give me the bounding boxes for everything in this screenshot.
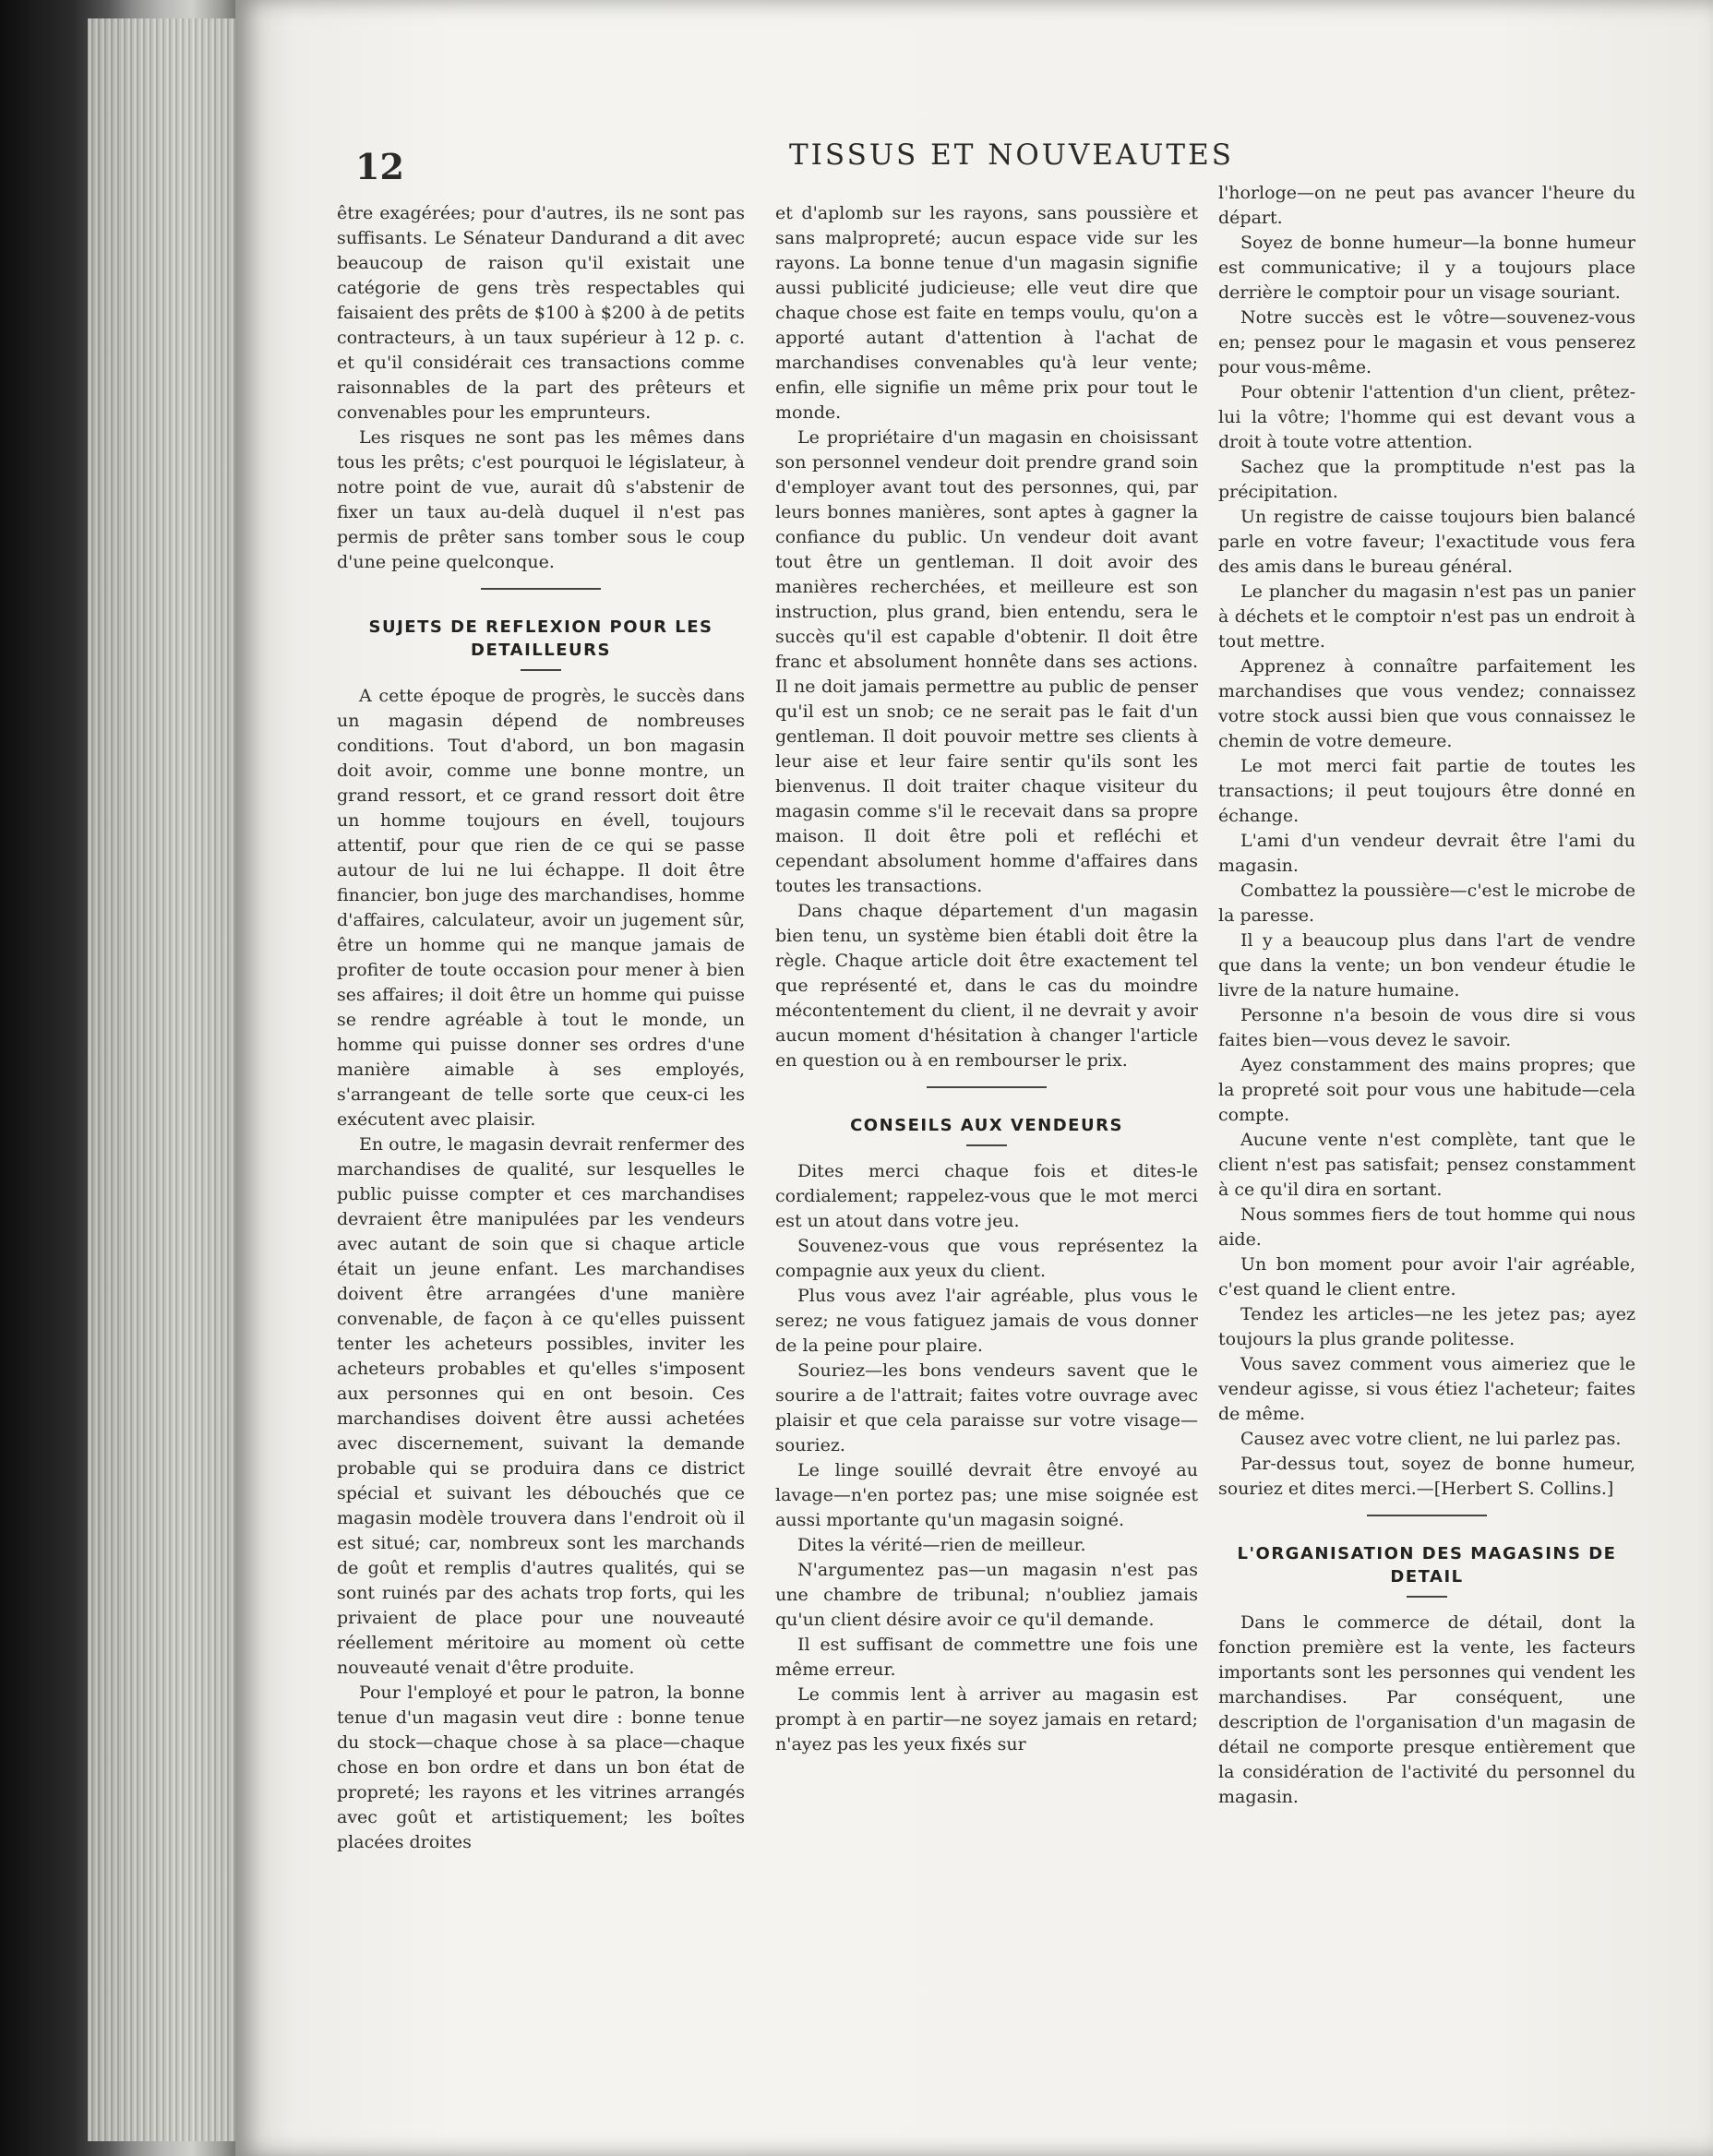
paragraph: Dans chaque département d'un magasin bien tenu, un système bien établi doit être la règle. Chaque article doit être exactement tel que représenté et, dans le cas du moindre mécontentement du client, il ne devrait y avoir aucun moment d'hésitation à changer l'article en question ou à en rembourser le prix.	[775, 901, 1198, 1071]
paragraph: Un registre de caisse toujours bien balancé parle en votre faveur; l'exactitude vous fera des amis dans le bureau général.	[1218, 507, 1635, 577]
paragraph: A cette époque de progrès, le succès dans un magasin dépend de nombreuses conditions. Tout d'abord, un bon magasin doit avoir, comme une bonne montre, un grand ressort, et ce grand ressort doit être un homme toujours en évell, toujours attentif, pour que rien de ce qui se passe autour de lui ne lui échappe. Il doit être financier, bon juge des marchandises, homme d'affaires, calculateur, avoir un jugement sûr, être un homme qui ne manque jamais de profiter de toute occasion pour mener à bien ses affaires; il doit être un homme qui puisse se rendre agréable à tout le monde, un homme qui puisse donner ses ordres d'une manière aimable à ses employés, s'arrangeant de telle sorte que ceux-ci les exécutent avec plaisir.	[337, 686, 745, 1130]
paragraph: Dites merci chaque fois et dites-le cordialement; rappelez-vous que le mot merci est un atout dans votre jeu.	[775, 1161, 1198, 1231]
paragraph: Le commis lent à arriver au magasin est prompt à en partir—ne soyez jamais en retard; n'ayez pas les yeux fixés sur	[775, 1684, 1198, 1755]
heading-rule	[521, 669, 561, 671]
paragraph: Dans le commerce de détail, dont la fonction première est la vente, les facteurs importants sont les personnes qui vendent les marchandises. Par conséquent, une description de l'organisation d'un magasin de détail ne comporte presque entièrement que la considération de l'activité du personnel du magasin.	[1218, 1612, 1635, 1807]
paragraph: En outre, le magasin devrait renfermer des marchandises de qualité, sur lesquelles le public puisse compter et ces marchandises devraient être manipulées par les vendeurs avec autant de soin que si chaque article était un jeune enfant. Les marchandises doivent être arrangées d'une manière convenable, de façon à ce qu'elles puissent tenter les acheteurs possibles, inviter les acheteurs probables et qu'elles s'imposent aux personnes qui en ont besoin. Ces marchandises doivent être aussi achetées avec discernement, suivant la demande probable qui se produira dans ce district spécial et suivant les débouchés que ce magasin modèle trouvera dans l'endroit où il est situé; car, nombreux sont les marchands de goût et remplis d'autres qualités, qui se sont ruinés par des achats trop forts, qui les privaient de place pour une nouveauté réellement méritoire au moment où cette nouveauté venait d'être produite.	[337, 1134, 745, 1678]
paragraph: Il y a beaucoup plus dans l'art de vendre que dans la vente; un bon vendeur étudie le livre de la nature humaine.	[1218, 930, 1635, 1000]
paragraph: Apprenez à connaître parfaitement les marchandises que vous vendez; connaissez votre stock aussi bien que vous connaissez le chemin de votre demeure.	[1218, 656, 1635, 751]
page-number: 12	[355, 146, 404, 187]
paragraph: Un bon moment pour avoir l'air agréable, c'est quand le client entre.	[1218, 1254, 1635, 1300]
paragraph: Sachez que la promptitude n'est pas la précipitation.	[1218, 457, 1635, 502]
paragraph: Le mot merci fait partie de toutes les transactions; il peut toujours être donné en échange.	[1218, 756, 1635, 826]
section-separator	[927, 1086, 1047, 1088]
paragraph: Dites la vérité—rien de meilleur.	[797, 1535, 1086, 1555]
paragraph: Vous savez comment vous aimeriez que le vendeur agisse, si vous étiez l'acheteur; faites de même.	[1218, 1354, 1635, 1424]
heading-rule	[966, 1144, 1007, 1146]
paragraph: être exagérées; pour d'autres, ils ne sont pas suffisants. Le Sénateur Dandurand a dit avec beaucoup de raison qu'il existait une catégorie de gens très respectables qui faisaient des prêts de $100 à $200 à de petits contracteurs, à un taux supérieur à 12 p. c. et qu'il considérait ces transactions comme raisonnables de la part des prêteurs et convenables pour les emprunteurs.	[337, 203, 745, 423]
section-heading: L'ORGANISATION DES MAGASINS DE DETAIL	[1237, 1544, 1617, 1587]
paragraph: Il est suffisant de commettre une fois une même erreur.	[775, 1635, 1198, 1680]
paragraph: Le linge souillé devrait être envoyé au lavage—n'en portez pas; une mise soignée est aussi mportante qu'un magasin soigné.	[775, 1460, 1198, 1530]
paragraph: Pour l'employé et pour le patron, la bonne tenue d'un magasin veut dire : bonne tenue du stock—chaque chose à sa place—chaque chose en bon ordre et dans un bon état de propreté; les rayons et les vitrines arrangés avec goût et artistiquement; les boîtes placées droites	[337, 1683, 745, 1852]
paragraph: Le propriétaire d'un magasin en choisissant son personnel vendeur doit prendre grand soin d'employer avant tout des personnes, qui, par leurs bonnes manières, sont aptes à gagner la confiance du public. Un vendeur doit avant tout être un gentleman. Il doit avoir des manières recherchées, et meilleure est son instruction, plus grand, bien entendu, sera le succès qu'il est capable d'obtenir. Il doit être franc et absolument honnête dans ses actions. Il ne doit jamais permettre au public de penser qu'il est un snob; ce ne serait pas le fait d'un gentleman. Il doit pouvoir mettre ses clients à leur aise et leur faire sentir qu'ils sont les bienvenus. Il doit traiter chaque visiteur du magasin comme s'il le recevait dans sa propre maison. Il doit être poli et refléchi et cependant absolument homme d'affaires dans toutes les transactions.	[775, 427, 1198, 896]
paragraph: Tendez les articles—ne les jetez pas; ayez toujours la plus grande politesse.	[1218, 1304, 1635, 1349]
section-separator	[481, 588, 601, 590]
section-heading: CONSEILS AUX VENDEURS	[850, 1116, 1123, 1135]
column-3	[1218, 181, 1635, 1810]
column-2	[775, 201, 1198, 1757]
paragraph: Par-dessus tout, soyez de bonne humeur, souriez et dites merci.—[Herbert S. Collins.]	[1218, 1454, 1635, 1499]
paragraph: N'argumentez pas—un magasin n'est pas une chambre de tribunal; n'oubliez jamais qu'un client désire avoir ce qu'il demande.	[775, 1560, 1198, 1630]
paragraph: l'horloge—on ne peut pas avancer l'heure du départ.	[1218, 183, 1635, 228]
paragraph: Aucune vente n'est complète, tant que le client n'est pas satisfait; pensez constamment à ce qu'il dira en sortant.	[1218, 1130, 1635, 1200]
running-title: TISSUS ET NOUVEAUTES	[789, 138, 1234, 172]
paragraph: Souvenez-vous que vous représentez la compagnie aux yeux du client.	[775, 1236, 1198, 1281]
paragraph: Plus vous avez l'air agréable, plus vous le serez; ne vous fatiguez jamais de vous donner de la peine pour plaire.	[775, 1286, 1198, 1356]
book-page	[235, 0, 1713, 2156]
section-heading: SUJETS DE REFLEXION POUR LES DETAILLEURS	[368, 617, 713, 660]
paragraph: Souriez—les bons vendeurs savent que le sourire a de l'attrait; faites votre ouvrage avec plaisir et que cela paraisse sur votre visage—souriez.	[775, 1360, 1198, 1455]
paragraph: Le plancher du magasin n'est pas un panier à déchets et le comptoir n'est pas un endroit à tout mettre.	[1218, 581, 1635, 652]
paragraph: Pour obtenir l'attention d'un client, prêtez-lui la vôtre; l'homme qui est devant vous a droit à toute votre attention.	[1218, 382, 1635, 452]
paragraph: Causez avec votre client, ne lui parlez pas.	[1240, 1429, 1622, 1449]
section-separator	[1367, 1515, 1487, 1516]
paragraph: L'ami d'un vendeur devrait être l'ami du magasin.	[1218, 831, 1635, 876]
paragraph: Ayez constamment des mains propres; que la propreté soit pour vous une habitude—cela compte.	[1218, 1055, 1635, 1125]
heading-rule	[1407, 1596, 1447, 1598]
paragraph: Combattez la poussière—c'est le microbe de la paresse.	[1218, 880, 1635, 926]
paragraph: Nous sommes fiers de tout homme qui nous aide.	[1218, 1204, 1635, 1250]
column-1	[337, 201, 745, 1855]
paragraph: Soyez de bonne humeur—la bonne humeur est communicative; il y a toujours place derrière le comptoir pour un visage souriant.	[1218, 233, 1635, 303]
paragraph: Notre succès est le vôtre—souvenez-vous en; pensez pour le magasin et vous penserez pour vous-même.	[1218, 307, 1635, 377]
paragraph: Les risques ne sont pas les mêmes dans tous les prêts; c'est pourquoi le législateur, à notre point de vue, aurait dû s'abstenir de fixer un taux au-delà duquel il n'est pas permis de prêter sans tomber sous le coup d'une peine quelconque.	[337, 427, 745, 572]
paragraph: et d'aplomb sur les rayons, sans poussière et sans malpropreté; aucun espace vide sur les rayons. La bonne tenue d'un magasin signifie aussi publicité judicieuse; elle veut dire que chaque chose est faite en temps voulu, qu'on a apporté autant d'attention à l'achat de marchandises convenables qu'à leur vente; enfin, elle signifie un même prix pour tout le monde.	[775, 203, 1198, 423]
paragraph: Personne n'a besoin de vous dire si vous faites bien—vous devez le savoir.	[1218, 1005, 1635, 1050]
page-edges	[88, 18, 245, 2141]
